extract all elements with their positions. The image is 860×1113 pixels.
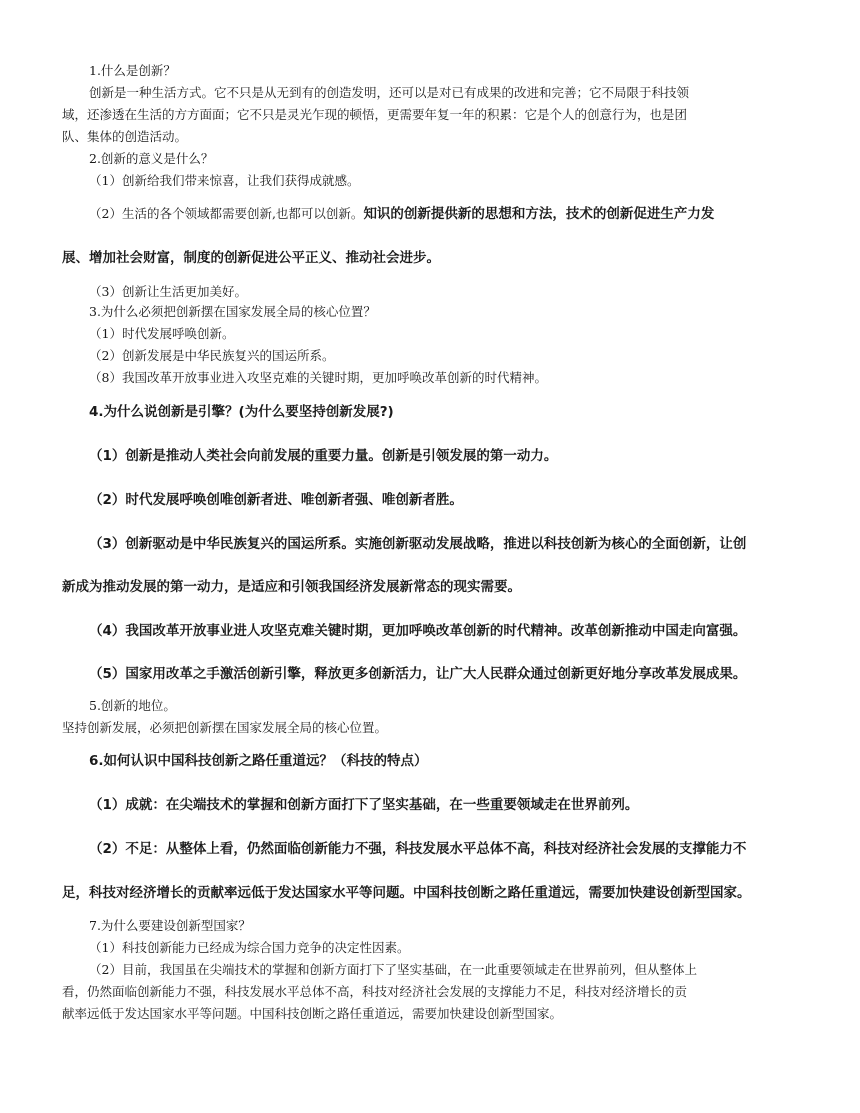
q2-point-1: （1）创新给我们带来惊喜，让我们获得成就感。 [89, 173, 360, 188]
q2-point-2-plain: （2）生活的各个领域都需要创新,也都可以创新。 [89, 206, 364, 221]
q2-title: 2.创新的意义是什么？ [89, 151, 214, 166]
q2-point-2-continued: 展、增加社会财富，制度的创新促进公平正义、推动社会进步。 [62, 250, 440, 266]
q7-point-1: （1）科技创新能力已经成为综合国力竞争的决定性因素。 [89, 940, 410, 955]
q4-point-5: （5）国家用改革之手激活创新引擎，释放更多创新活力，让广大人民群众通过创新更好地分享改革发展成果。 [89, 666, 747, 682]
q4-point-3: （3）创新驱动是中华民族复兴的国运所系。实施创新驱动发展战略，推进以科技创新为核心的全面创新，让创 [89, 536, 747, 552]
q6-point-2: （2）不足：从整体上看，仍然面临创新能力不强，科技发展水平总体不高，科技对经济社会发展的支撑能力不 [89, 841, 747, 857]
q4-title: 4.为什么说创新是引擎？(为什么要坚持创新发展?) [89, 404, 394, 420]
q5-title: 5.创新的地位。 [89, 698, 176, 713]
q4-point-2: （2）时代发展呼唤创唯创新者进、唯创新者强、唯创新者胜。 [89, 492, 463, 508]
q6-point-2-continued: 足，科技对经济增长的贡献率远低于发达国家水平等问题。中国科技创断之路任重道远，需要加快建设创新型国家。 [62, 885, 751, 901]
q2-point-2-bold: 知识的创新提供新的思想和方法，技术的创新促进生产力发 [363, 206, 715, 222]
q1-body-line: 队、集体的创造活动。 [62, 129, 188, 144]
q3-title: 3.为什么必须把创新摆在国家发展全局的核心位置？ [89, 304, 376, 319]
q1-title: 1.什么是创新？ [89, 63, 176, 78]
q2-point-2 [89, 204, 714, 224]
q1-body-line: 域，还渗透在生活的方方面面；它不只是灵光乍现的顿悟，更需要年复一年的积累：它是个人的创意行为，也是团 [62, 107, 688, 122]
q4-point-1: （1）创新是推动人类社会向前发展的重要力量。创新是引领发展的第一动力。 [89, 448, 558, 464]
q3-item: （1）时代发展呼唤创新。 [89, 326, 235, 341]
q7-point-2-continued: 献率远低于发达国家水平等问题。中国科技创断之路任重道远，需要加快建设创新型国家。 [62, 1006, 563, 1021]
q6-point-1: （1）成就：在尖端技术的掌握和创新方面打下了坚实基础，在一些重要领域走在世界前列。 [89, 797, 639, 813]
q2-point-3: （3）创新让生活更加美好。 [89, 284, 247, 299]
q7-point-2-continued: 看，仍然面临创新能力不强，科技发展水平总体不高，科技对经济社会发展的支撑能力不足，科技对经济增长的贡 [62, 984, 688, 999]
q1-body-line: 创新是一种生活方式。它不只是从无到有的创造发明，还可以是对已有成果的改进和完善；它不局限于科技领 [89, 85, 690, 100]
q4-point-4: （4）我国改革开放事业进人攻坚克难关键时期，更加呼唤改革创新的时代精神。改革创新推动中国走向富强。 [89, 623, 747, 639]
q7-point-2: （2）目前，我国虽在尖端技术的掌握和创新方面打下了坚实基础，在一此重要领域走在世界前列，但从整体上 [89, 962, 697, 977]
q6-title: 6.如何认识中国科技创新之路任重道远？（科技的特点） [89, 753, 428, 769]
q7-title: 7.为什么要建设创新型国家？ [89, 918, 251, 933]
q4-point-3-continued: 新成为推动发展的第一动力，是适应和引领我国经济发展新常态的现实需要。 [62, 579, 521, 595]
q3-item: （2）创新发展是中华民族复兴的国运所系。 [89, 348, 335, 363]
q3-item: （8）我国改革开放事业进入攻坚克难的关键时期，更加呼唤改革创新的时代精神。 [89, 370, 547, 385]
q5-body: 坚持创新发展，必须把创新摆在国家发展全局的核心位置。 [62, 720, 388, 735]
